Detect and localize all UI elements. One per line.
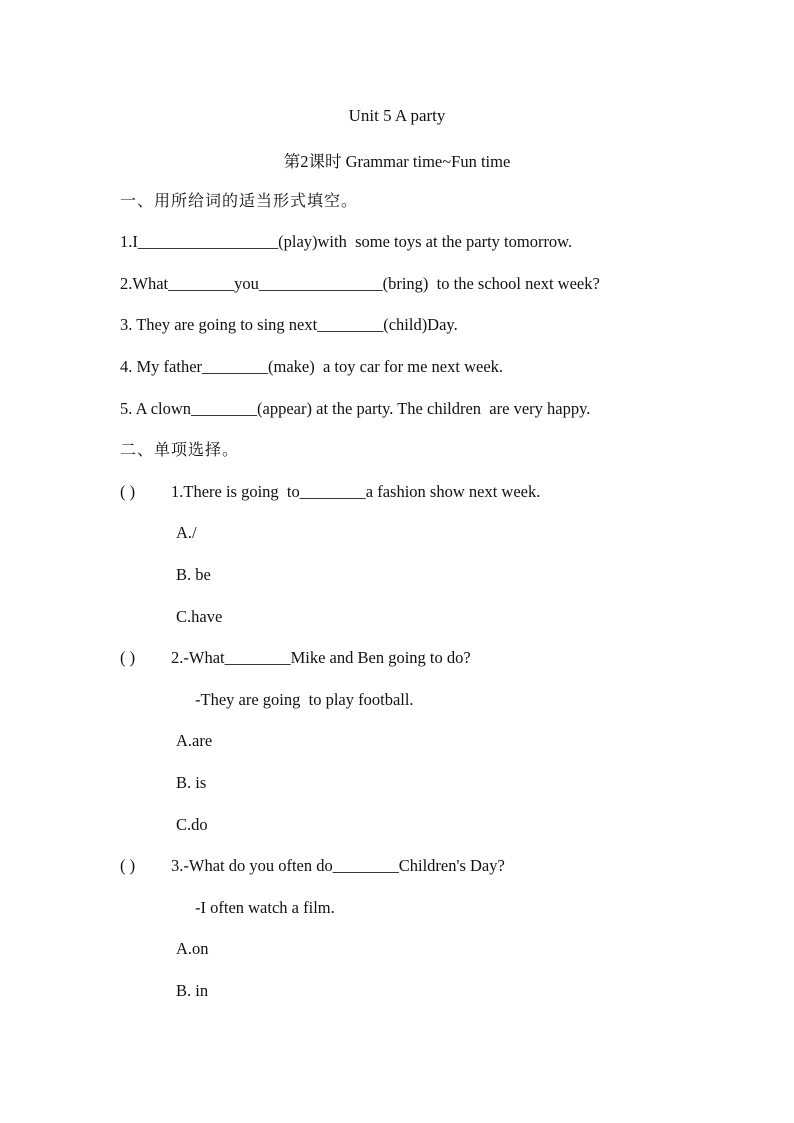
question-2-text: 2.-What________Mike and Ben going to do? xyxy=(171,648,471,667)
fill-blank-item-4: 4. My father________(make) a toy car for me next week. xyxy=(120,357,504,376)
question-1-option-c: C.have xyxy=(176,607,223,626)
fill-blank-item-2: 2.What________you_______________(bring) to the school next week? xyxy=(120,274,600,293)
question-2-option-c: C.do xyxy=(176,815,208,834)
page-subtitle: 第2课时 Grammar time~Fun time xyxy=(283,152,511,171)
question-2-option-a: A.are xyxy=(176,731,213,750)
answer-bracket-3: ( ) xyxy=(120,856,136,875)
page-title: Unit 5 A party xyxy=(348,106,446,125)
question-2-option-b: B. is xyxy=(176,773,207,792)
answer-bracket-2: ( ) xyxy=(120,648,136,667)
question-3-option-b: B. in xyxy=(176,981,209,1000)
section1-heading: 一、用所给词的适当形式填空。 xyxy=(120,191,359,210)
question-3-option-a: A.on xyxy=(176,939,209,958)
section2-heading: 二、单项选择。 xyxy=(120,440,240,459)
question-3-response: -I often watch a film. xyxy=(195,898,335,917)
question-1-text: 1.There is going to________a fashion show next week. xyxy=(171,482,541,501)
question-1-option-a: A./ xyxy=(176,523,197,542)
answer-bracket-1: ( ) xyxy=(120,482,136,501)
question-3-text: 3.-What do you often do________Children's Day? xyxy=(171,856,505,875)
question-2-response: -They are going to play football. xyxy=(195,690,414,709)
fill-blank-item-3: 3. They are going to sing next________(child)Day. xyxy=(120,315,458,334)
fill-blank-item-1: 1.I_________________(play)with some toys at the party tomorrow. xyxy=(120,232,573,251)
fill-blank-item-5: 5. A clown________(appear) at the party. The children are very happy. xyxy=(120,399,591,418)
question-1-option-b: B. be xyxy=(176,565,211,584)
